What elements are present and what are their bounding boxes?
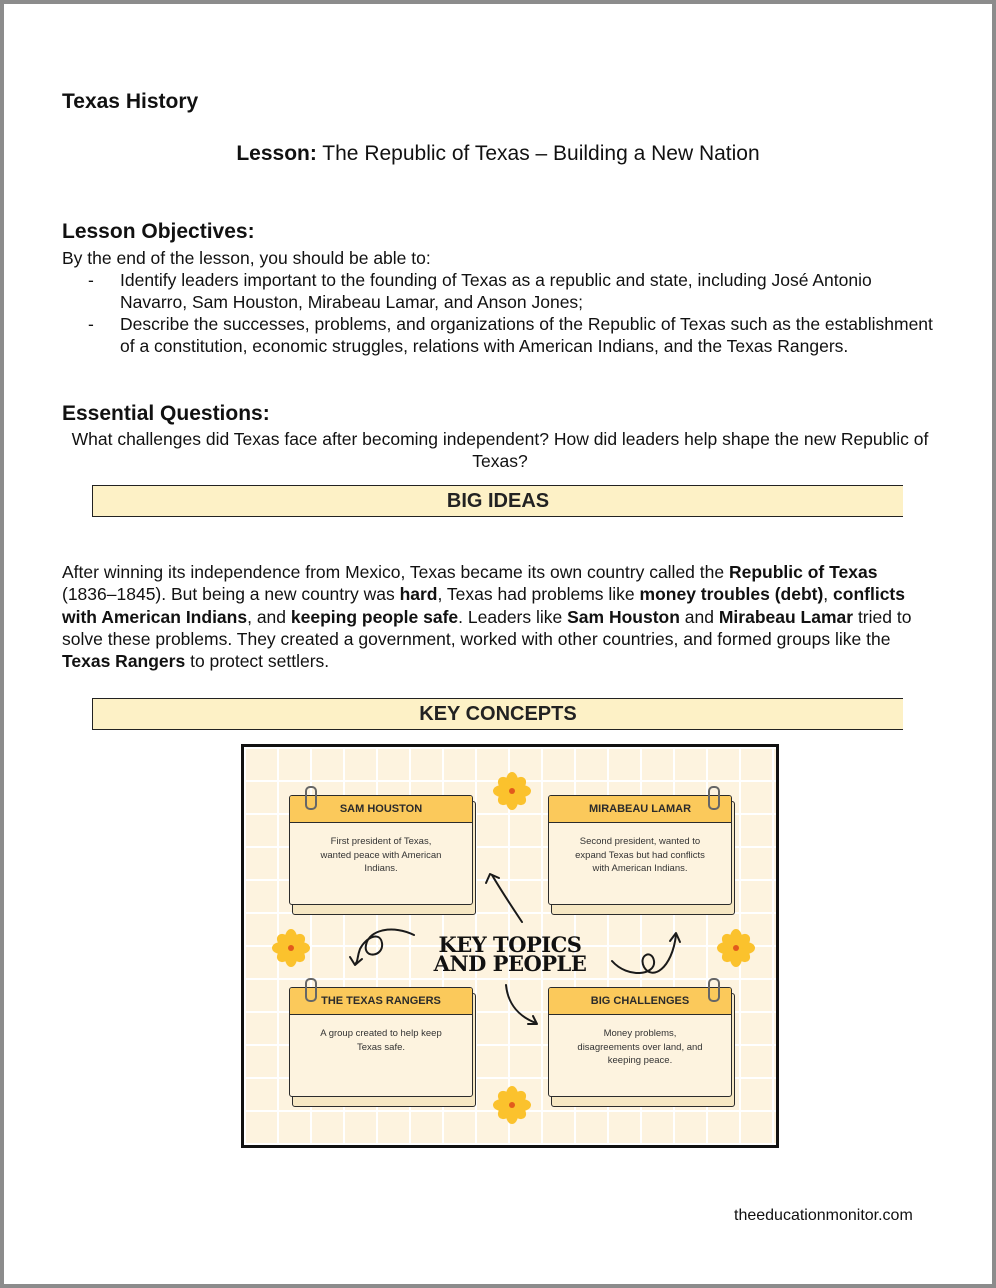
- paragraph-text: . Leaders like: [458, 606, 568, 627]
- card-sam-houston: [289, 795, 475, 913]
- card-mirabeau-lamar: [548, 795, 734, 913]
- card-title: MIRABEAU LAMAR: [549, 796, 731, 823]
- essential-questions-text: What challenges did Texas face after becoming independent? How did leaders help shape the new Republic of Texas?: [71, 429, 929, 471]
- bold-term: Mirabeau Lamar: [718, 606, 854, 627]
- paragraph-text: After winning its independence from Mexico, Texas became its own country called the: [62, 562, 729, 582]
- key-concepts-banner: KEY CONCEPTS: [92, 698, 903, 730]
- paragraph-text: , and: [247, 606, 291, 627]
- objectives-list: [62, 269, 942, 357]
- card-title: SAM HOUSTON: [290, 796, 472, 823]
- lesson-label: Lesson:: [236, 142, 317, 165]
- lesson-name: The Republic of Texas – Building a New Nation: [316, 142, 760, 165]
- paragraph-text: to protect settlers.: [185, 651, 330, 672]
- paperclip-icon: [305, 978, 317, 1002]
- center-title: [420, 932, 600, 976]
- arrow-to-challenges: [506, 985, 536, 1023]
- bullet-dash: -: [88, 270, 94, 290]
- bold-term: Texas Rangers: [62, 651, 186, 672]
- paperclip-icon: [305, 786, 317, 810]
- lesson-title: [4, 142, 992, 166]
- card-texas-rangers: [289, 987, 475, 1105]
- paragraph-text: tried to solve these problems. They created a government, worked with other countries, and formed groups like the: [62, 606, 912, 649]
- arrow-to-rangers-loop: [356, 930, 414, 963]
- center-title-line-2: AND PEOPLE: [433, 951, 587, 976]
- card-big-challenges: [548, 987, 734, 1105]
- paragraph-text: (1836–1845). But being a new country was: [62, 584, 400, 605]
- objective-item: [62, 269, 942, 313]
- paragraph-text: ,: [823, 584, 834, 605]
- paperclip-icon: [708, 786, 720, 810]
- objective-text: Identify leaders important to the founding of Texas as a republic and state, including José Antonio Navarro, Sam Houston, Mirabeau Lamar, and Anson Jones;: [120, 270, 872, 312]
- card-text: Money problems, disagreements over land, and keeping peace.: [577, 1028, 703, 1066]
- bold-term: keeping people safe: [290, 606, 459, 627]
- key-topics-infographic: [241, 744, 779, 1148]
- arrow-to-houston: [492, 875, 522, 922]
- card-text: A group created to help keep Texas safe.: [320, 1028, 442, 1053]
- bold-term: Sam Houston: [567, 606, 680, 627]
- big-ideas-banner: BIG IDEAS: [92, 485, 903, 517]
- card-text: First president of Texas, wanted peace with American Indians.: [320, 836, 442, 874]
- course-title: Texas History: [62, 90, 199, 113]
- bold-term: conflicts with American Indians: [62, 584, 905, 627]
- arrow-to-lamar-loop: [612, 935, 676, 973]
- objectives-heading: Lesson Objectives:: [62, 220, 255, 243]
- center-title-line-1: KEY TOPICS: [438, 932, 582, 957]
- card-title: THE TEXAS RANGERS: [290, 988, 472, 1015]
- essential-questions-heading: Essential Questions:: [62, 402, 270, 425]
- big-ideas-paragraph: [62, 561, 920, 672]
- paragraph-text: , Texas had problems like: [437, 584, 640, 605]
- bold-term: Republic of Texas: [728, 562, 878, 582]
- objective-item: [62, 313, 942, 357]
- bullet-dash: -: [88, 314, 94, 334]
- objective-text: Describe the successes, problems, and organizations of the Republic of Texas such as the establishment of a constitution, economic struggles, relations with American Indians, and the Texas Rangers.: [120, 314, 933, 356]
- card-text: Second president, wanted to expand Texas but had conflicts with American Indians.: [575, 836, 705, 874]
- paperclip-icon: [708, 978, 720, 1002]
- card-title: BIG CHALLENGES: [549, 988, 731, 1015]
- footer-source: theeducationmonitor.com: [734, 1207, 913, 1224]
- objectives-intro: By the end of the lesson, you should be able to:: [62, 248, 431, 268]
- paragraph-text: and: [679, 606, 719, 627]
- bold-term: hard: [399, 584, 438, 605]
- worksheet-page: [4, 4, 992, 1284]
- bold-term: money troubles (debt): [639, 584, 824, 605]
